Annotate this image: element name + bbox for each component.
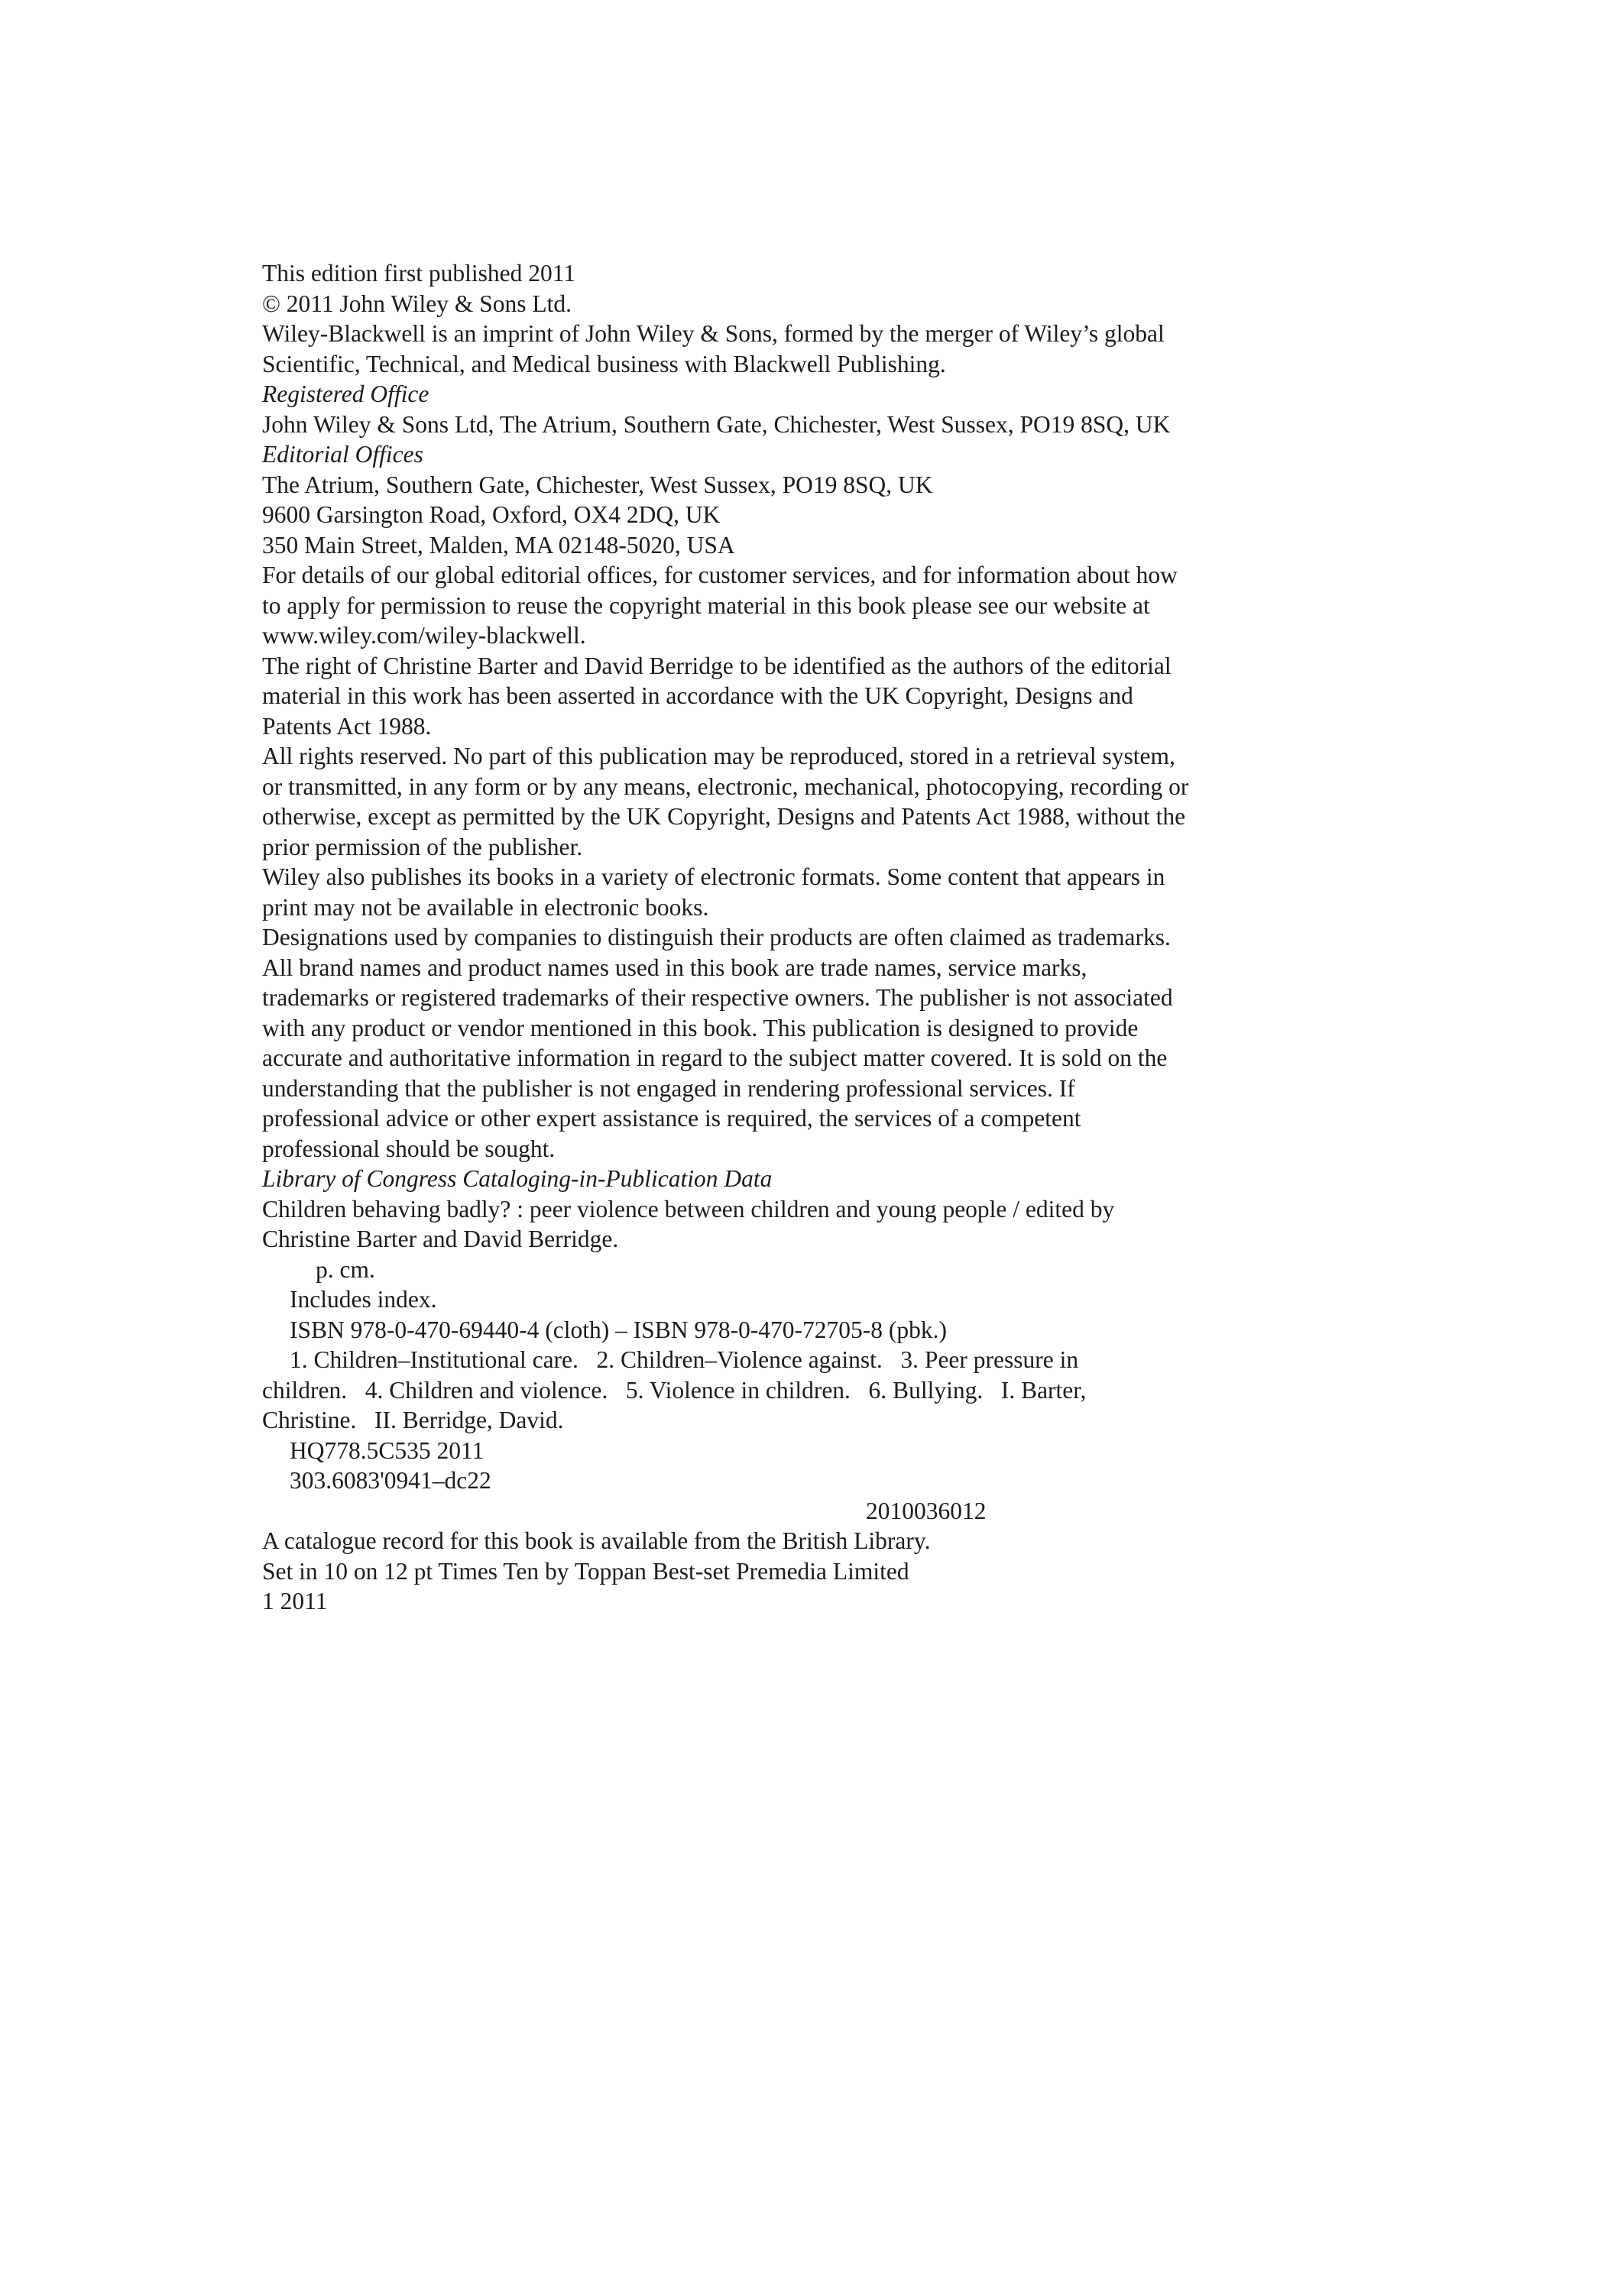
details-line: For details of our global editorial offices, for customer services, and for information about how <box>262 562 1178 588</box>
designations-line: trademarks or registered trademarks of their respective owners. The publisher is not associated <box>262 984 1173 1011</box>
imprint-line: Scientific, Technical, and Medical business with Blackwell Publishing. <box>262 350 946 377</box>
electronic-formats-paragraph <box>262 862 1347 922</box>
rights-line: prior permission of the publisher. <box>262 833 583 860</box>
edition-line: This edition first published 2011 <box>262 260 576 287</box>
designations-paragraph <box>262 922 1347 1164</box>
details-paragraph <box>262 560 1347 651</box>
editorial-offices <box>262 439 1347 560</box>
rights-line: otherwise, except as permitted by the UK Copyright, Designs and Patents Act 1988, without the <box>262 803 1186 830</box>
designations-line: accurate and authoritative information in regard to the subject matter covered. It is sold on the <box>262 1044 1168 1071</box>
typeset-notice <box>262 1556 1347 1587</box>
moral-right-line: Patents Act 1988. <box>262 712 432 740</box>
editorial-offices-heading: Editorial Offices <box>262 441 423 468</box>
cip-lccn: 2010036012 <box>866 1497 987 1524</box>
editorial-office-address: 9600 Garsington Road, Oxford, OX4 2DQ, UK <box>262 501 721 528</box>
cip-subject-line: 1. Children–Institutional care. 2. Children–Violence against. 3. Peer pressure in <box>290 1346 1079 1373</box>
registered-office-address: John Wiley & Sons Ltd, The Atrium, Southern Gate, Chichester, West Sussex, PO19 8SQ, UK <box>262 410 1171 438</box>
printing-line-block <box>262 1586 1347 1617</box>
moral-right-line: material in this work has been asserted in accordance with the UK Copyright, Designs and <box>262 682 1133 709</box>
registered-office-heading: Registered Office <box>262 381 429 407</box>
cip-dewey: 303.6083'0941–dc22 <box>290 1467 491 1494</box>
designations-line: with any product or vendor mentioned in this book. This publication is designed to provide <box>262 1014 1139 1041</box>
cip-heading-block <box>262 1164 1347 1194</box>
editorial-office-address: 350 Main Street, Malden, MA 02148-5020, USA <box>262 531 735 559</box>
electronic-line: print may not be available in electronic books. <box>262 893 709 921</box>
designations-line: professional advice or other expert assistance is required, the services of a competent <box>262 1105 1081 1132</box>
typeset-line: Set in 10 on 12 pt Times Ten by Toppan Best-set Premedia Limited <box>262 1557 909 1585</box>
cip-record <box>262 1194 1347 1527</box>
cip-subject-line: children. 4. Children and violence. 5. Violence in children. 6. Bullying. I. Barter, <box>262 1376 1087 1404</box>
copyright-line: © 2011 John Wiley & Sons Ltd. <box>262 290 572 317</box>
details-line: to apply for permission to reuse the copyright material in this book please see our website at <box>262 591 1150 619</box>
designations-line: understanding that the publisher is not engaged in rendering professional services. If <box>262 1074 1075 1102</box>
rights-line: All rights reserved. No part of this publication may be reproduced, stored in a retrieval system, <box>262 743 1175 769</box>
british-library-notice <box>262 1526 1347 1556</box>
moral-right-paragraph <box>262 651 1347 742</box>
cip-isbn: ISBN 978-0-470-69440-4 (cloth) – ISBN 978-0-470-72705-8 (pbk.) <box>290 1316 948 1343</box>
imprint-paragraph <box>262 319 1347 379</box>
designations-line: Designations used by companies to distinguish their products are often claimed as trademarks. <box>262 924 1171 950</box>
rights-line: or transmitted, in any form or by any means, electronic, mechanical, photocopying, recording or <box>262 772 1189 800</box>
designations-line: All brand names and product names used in this book are trade names, service marks, <box>262 954 1087 981</box>
printing-line: 1 2011 <box>262 1588 328 1614</box>
cip-heading: Library of Congress Cataloging-in-Publication Data <box>262 1165 773 1192</box>
designations-line: professional should be sought. <box>262 1135 556 1162</box>
editorial-office-address: The Atrium, Southern Gate, Chichester, West Sussex, PO19 8SQ, UK <box>262 471 933 498</box>
copyright-page <box>262 258 1347 1617</box>
electronic-line: Wiley also publishes its books in a variety of electronic formats. Some content that appears in <box>262 863 1165 890</box>
moral-right-line: The right of Christine Barter and David Berridge to be identified as the authors of the editorial <box>262 652 1172 679</box>
rights-reserved-paragraph <box>262 741 1347 862</box>
imprint-line: Wiley-Blackwell is an imprint of John Wiley & Sons, formed by the merger of Wiley’s global <box>262 320 1165 347</box>
publication-info <box>262 258 1347 319</box>
cip-index: Includes index. <box>290 1286 437 1313</box>
cip-title-line: Christine Barter and David Berridge. <box>262 1226 619 1252</box>
cip-pages: p. cm. <box>316 1255 375 1283</box>
registered-office <box>262 379 1347 439</box>
cip-lc-class: HQ778.5C535 2011 <box>290 1436 485 1464</box>
cip-title-line: Children behaving badly? : peer violence between children and young people / edited by <box>262 1195 1115 1222</box>
british-library-line: A catalogue record for this book is available from the British Library. <box>262 1527 931 1554</box>
website-line: www.wiley.com/wiley-blackwell. <box>262 622 586 649</box>
cip-subject-line: Christine. II. Berridge, David. <box>262 1407 564 1433</box>
